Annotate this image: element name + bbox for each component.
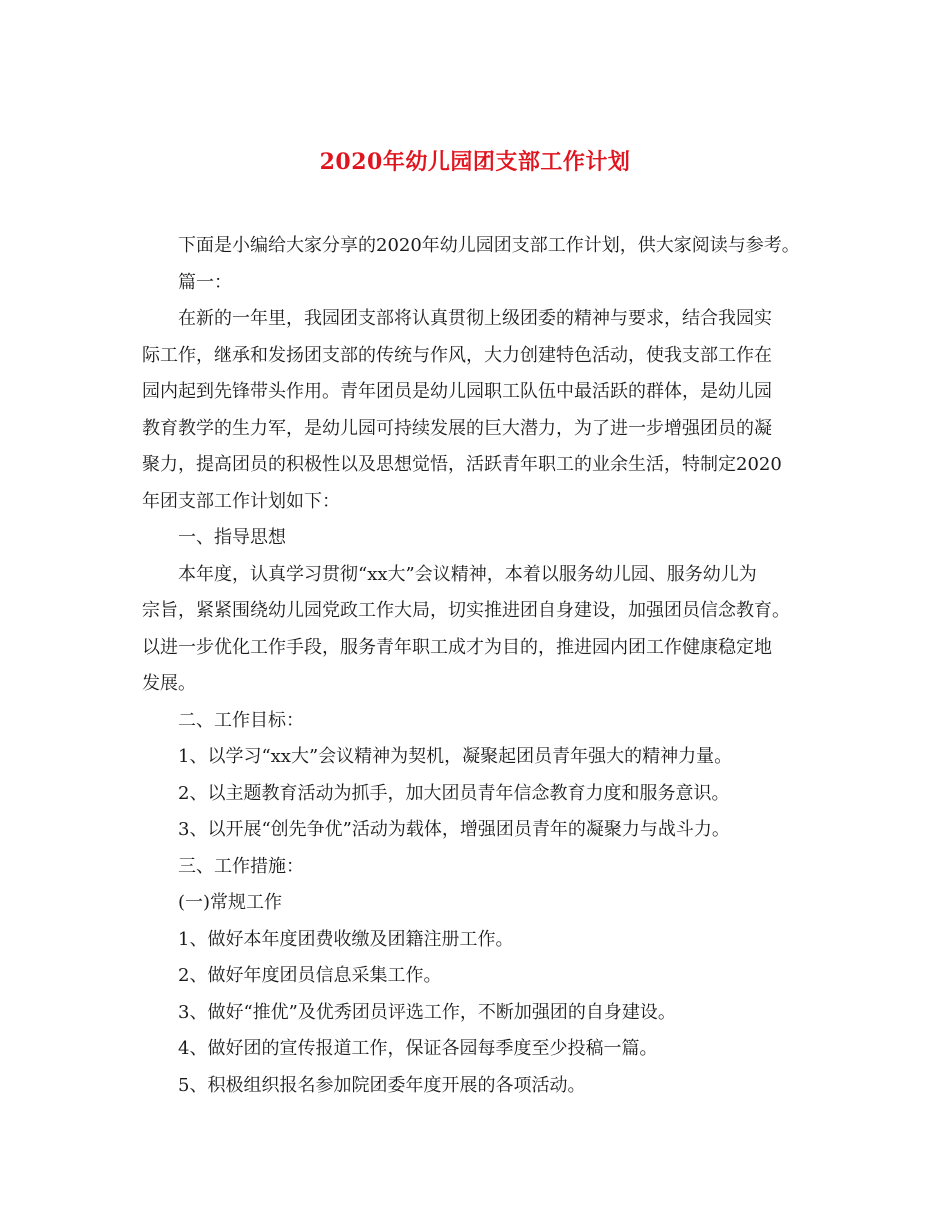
paragraph-line: 际工作，继承和发扬团支部的传统与作风，大力创建特色活动，使我支部工作在 <box>142 344 772 366</box>
paragraph-line: 聚力，提高团员的积极性以及思想觉悟，活跃青年职工的业余生活，特制定2020 <box>142 454 782 475</box>
goal-item: 2、以主题教育活动为抓手，加大团员青年信念教育力度和服务意识。 <box>178 782 730 804</box>
paragraph-guiding-thought <box>142 557 822 703</box>
subheading-routine-work: (一)常规工作 <box>178 892 283 913</box>
paragraph-line: 本年度，认真学习贯彻“xx大”会议精神，本着以服务幼儿园、服务幼儿为 <box>178 563 757 585</box>
routine-item: 4、做好团的宣传报道工作，保证各园每季度至少投稿一篇。 <box>178 1038 658 1059</box>
heading-guiding-thought: 一、指导思想 <box>178 527 286 548</box>
paragraph-line: 园内起到先锋带头作用。青年团员是幼儿园职工队伍中最活跃的群体，是幼儿园 <box>142 381 772 402</box>
paragraph-overview <box>142 301 822 520</box>
heading-work-measures: 三、工作措施： <box>178 855 304 877</box>
routine-item: 2、做好年度团员信息采集工作。 <box>178 965 442 986</box>
routine-item: 5、积极组织报名参加院团委年度开展的各项活动。 <box>178 1074 586 1096</box>
paragraph-line: 年团支部工作计划如下： <box>142 490 340 512</box>
goal-item: 3、以开展“创先争优”活动为载体，增强团员青年的凝聚力与战斗力。 <box>178 819 730 840</box>
routine-item: 3、做好“推优”及优秀团员评选工作，不断加强团的自身建设。 <box>178 1001 676 1023</box>
section-label: 篇一： <box>178 271 232 293</box>
paragraph-line: 教育教学的生力军，是幼儿园可持续发展的巨大潜力，为了进一步增强团员的凝 <box>142 417 772 439</box>
heading-work-goals: 二、工作目标： <box>178 709 304 731</box>
routine-item: 1、做好本年度团费收缴及团籍注册工作。 <box>178 928 514 950</box>
paragraph-line: 发展。 <box>142 673 196 694</box>
paragraph-line: 以进一步优化工作手段，服务青年职工成才为目的，推进园内团工作健康稳定地 <box>142 636 772 658</box>
document-body <box>142 228 822 1104</box>
document-title: 2020年幼儿园团支部工作计划 <box>319 149 631 175</box>
intro-paragraph: 下面是小编给大家分享的2020年幼儿园团支部工作计划，供大家阅读与参考。 <box>178 235 800 256</box>
paragraph-line: 在新的一年里，我园团支部将认真贯彻上级团委的精神与要求，结合我园实 <box>178 308 772 329</box>
goal-item: 1、以学习“xx大”会议精神为契机，凝聚起团员青年强大的精神力量。 <box>178 746 733 767</box>
paragraph-line: 宗旨，紧紧围绕幼儿园党政工作大局，切实推进团自身建设，加强团员信念教育。 <box>142 600 790 621</box>
